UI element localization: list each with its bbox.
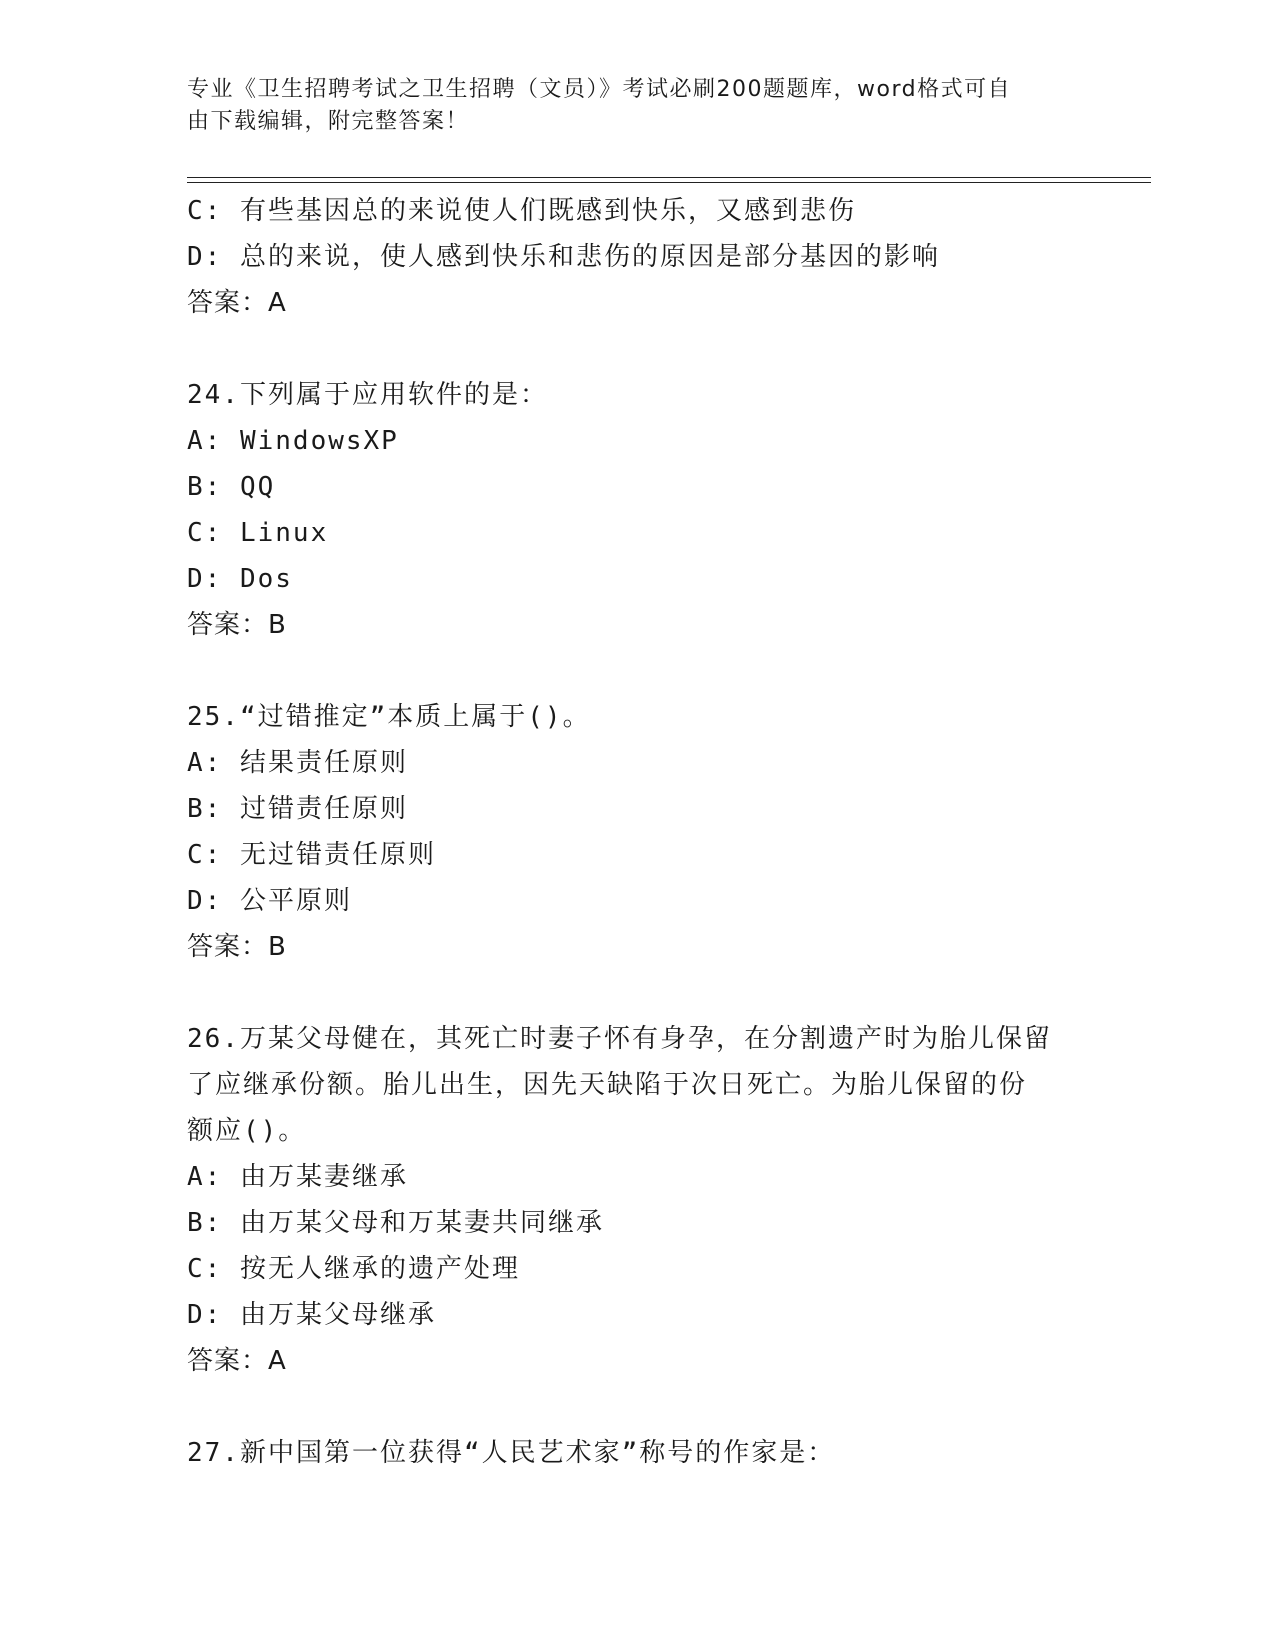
question-text-line: 了应继承份额。胎儿出生，因先天缺陷于次日死亡。为胎儿保留的份	[187, 1070, 1028, 1100]
option-d: D: 总的来说，使人感到快乐和悲伤的原因是部分基因的影响	[187, 242, 940, 272]
question-text: 27.新中国第一位获得“人民艺术家”称号的作家是：	[187, 1438, 836, 1468]
header-line-1: 专业《卫生招聘考试之卫生招聘（文员）》考试必刷200题题库，word格式可自	[187, 77, 1012, 102]
question-text: 24.下列属于应用软件的是：	[187, 380, 548, 410]
question-text-line: 额应()。	[187, 1116, 307, 1146]
question-block-27	[187, 1430, 1087, 1476]
question-list	[187, 188, 1087, 1476]
option-c: C: Linux	[187, 518, 329, 548]
answer: 答案：A	[187, 1346, 287, 1376]
option-d: D: 公平原则	[187, 886, 352, 916]
option-d: D: 由万某父母继承	[187, 1300, 436, 1330]
option-b: B: 过错责任原则	[187, 794, 408, 824]
header-line-2: 由下载编辑，附完整答案！	[187, 109, 470, 134]
option-c: C: 按无人继承的遗产处理	[187, 1254, 520, 1284]
question-block-25	[187, 694, 1087, 970]
answer: 答案：B	[187, 610, 287, 640]
option-a: A: 结果责任原则	[187, 748, 408, 778]
question-block-23	[187, 188, 1087, 326]
question-text: 25.“过错推定”本质上属于()。	[187, 702, 591, 732]
answer: 答案：B	[187, 932, 287, 962]
question-block-24	[187, 372, 1087, 648]
option-b: B: QQ	[187, 472, 276, 502]
question-block-26	[187, 1016, 1087, 1384]
option-a: A: 由万某妻继承	[187, 1162, 408, 1192]
option-c: C: 有些基因总的来说使人们既感到快乐，又感到悲伤	[187, 196, 856, 226]
answer: 答案：A	[187, 288, 287, 318]
option-b: B: 由万某父母和万某妻共同继承	[187, 1208, 604, 1238]
option-a: A: WindowsXP	[187, 426, 399, 456]
option-d: D: Dos	[187, 564, 293, 594]
question-text-line: 26.万某父母健在，其死亡时妻子怀有身孕，在分割遗产时为胎儿保留	[187, 1024, 1052, 1054]
header-divider-top	[187, 177, 1151, 178]
document-header	[187, 74, 1067, 138]
header-divider-bottom	[187, 182, 1151, 183]
option-c: C: 无过错责任原则	[187, 840, 436, 870]
